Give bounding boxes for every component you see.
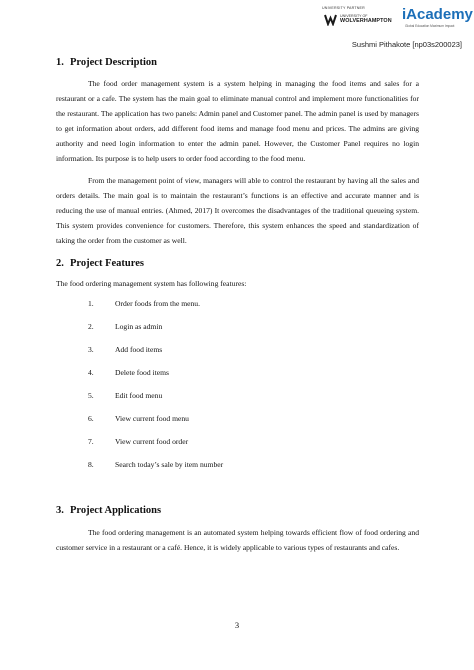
- list-item-number: 8.: [88, 459, 94, 469]
- section-number: 1.: [56, 57, 64, 68]
- section-title: Project Applications: [70, 504, 162, 516]
- section-number: 3.: [56, 504, 64, 516]
- section-heading-applications: [56, 505, 419, 517]
- list-item-text: Search today’s sale by item number: [115, 459, 224, 469]
- list-item-text: Login as admin: [115, 321, 163, 331]
- iacademy-tagline: Global Education Maximum Impact: [405, 24, 455, 28]
- list-item-number: 2.: [88, 321, 94, 331]
- description-paragraph: From the management point of view, managers will able to control the restaurant by having all the sales and orders details. The main goal is to maintain the restaurant’s functions is an effective and accurate manner and is reducing the use of manual entries. (Ahmed, 2017) It overcomes the disadvantages of the traditional queueing system. This system provides convenience for customers. Therefore, this system enhances the speed and standardization of taking the order from the customer as well.: [56, 176, 419, 246]
- list-item-text: View current food order: [115, 436, 189, 446]
- section-title: Project Description: [70, 57, 157, 68]
- list-item-text: Delete food items: [115, 367, 169, 377]
- page-body: [56, 57, 419, 556]
- student-id-header: Sushmi Pithakote [np03s200023]: [351, 40, 462, 49]
- list-item-text: Edit food menu: [115, 390, 163, 400]
- uow-small-label: UNIVERSITY OF: [340, 14, 368, 18]
- list-item-number: 1.: [88, 298, 94, 308]
- list-item: [56, 367, 419, 378]
- uow-partner-label: UNIVERSITY PARTNER: [322, 6, 365, 10]
- list-item-number: 5.: [88, 390, 94, 400]
- description-paragraph: The food order management system is a system helping in managing the food items and sales for a restaurant or a cafe. The system has the main goal to eliminate manual control and implement more functionalities for the restaurant. The application has two panels: Admin panel and Customer panel. The admin panel is used by managers to get information about orders, add different food items and manage food menu and prices. The admins are giving authority and need login information to enter the admin panel. However, the Customer Panel requires no login information. Its purpose is to help users to order food according to the food menu.: [56, 79, 419, 163]
- list-item-text: Order foods from the menu.: [115, 298, 200, 308]
- list-item: [56, 390, 419, 401]
- list-item: [56, 436, 419, 447]
- section-heading-features: [56, 258, 419, 270]
- list-item-text: View current food menu: [115, 413, 189, 423]
- list-item-number: 6.: [88, 413, 94, 423]
- iacademy-logo: [402, 8, 474, 32]
- university-of-wolverhampton-logo: [322, 6, 402, 30]
- list-item-number: 7.: [88, 436, 94, 446]
- features-intro: The food ordering management system has following features:: [56, 278, 247, 288]
- page-number: 3: [234, 620, 240, 630]
- list-item: [56, 321, 419, 332]
- section-title: Project Features: [70, 257, 144, 269]
- list-item: [56, 344, 419, 355]
- list-item-text: Add food items: [115, 344, 163, 354]
- wolverhampton-crest-icon: [324, 13, 337, 26]
- features-list: [56, 298, 419, 470]
- list-item-number: 4.: [88, 367, 94, 377]
- section-heading-description: [56, 57, 419, 69]
- list-item-number: 3.: [88, 344, 94, 354]
- applications-paragraph: The food ordering management is an automated system helping towards efficient flow of food ordering and customer service in a restaurant or a café. Hence, it is widely applicable to various types of restaurants and cafes.: [56, 527, 419, 552]
- section-number: 2.: [56, 257, 64, 269]
- list-item: [56, 413, 419, 424]
- list-item: [56, 298, 419, 309]
- list-item: [56, 459, 419, 470]
- uow-name: WOLVERHAMPTON: [340, 17, 392, 24]
- iacademy-name: iAcademy: [402, 6, 473, 23]
